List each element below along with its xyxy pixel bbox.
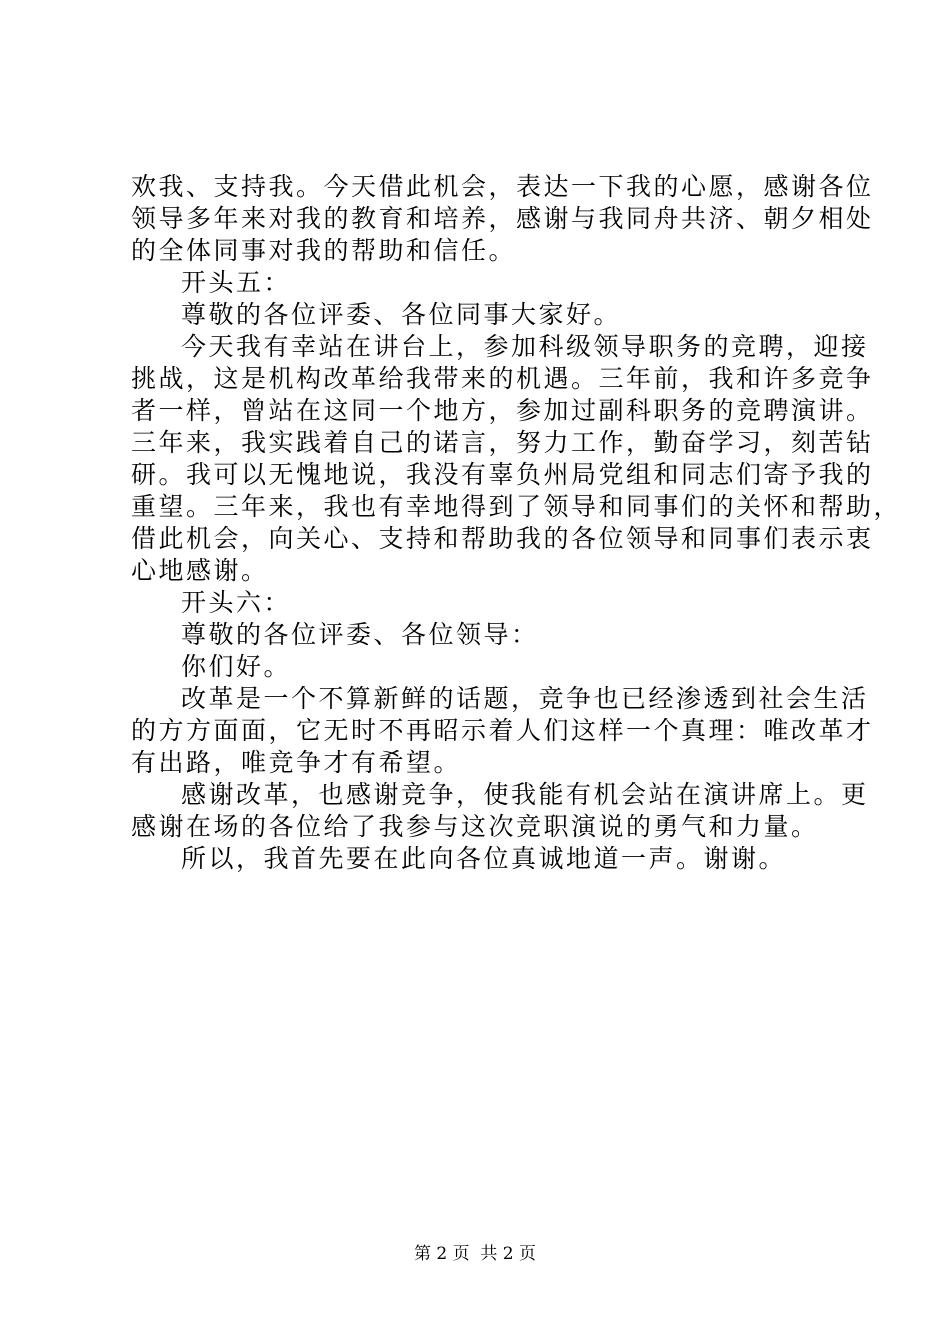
- text-line-20: 感谢改革，也感谢竞争，使我能有机会站在演讲席上。更: [181, 780, 869, 809]
- section-heading-opening-6: 开头六：: [181, 588, 292, 617]
- section-heading-opening-5: 开头五：: [181, 268, 292, 297]
- text-line-13: 心地感谢。: [131, 556, 269, 585]
- text-line-15: 尊敬的各位评委、各位领导：: [181, 620, 539, 649]
- text-line-12: 借此机会，向关心、支持和帮助我的各位领导和同事们表示衷: [131, 524, 874, 553]
- text-line-18: 的方方面面，它无时不再昭示着人们这样一个真理：唯改革才: [131, 716, 874, 745]
- text-line-21: 感谢在场的各位给了我参与这次竞职演说的勇气和力量。: [131, 812, 819, 841]
- body-text: [131, 171, 902, 875]
- text-line-2: 领导多年来对我的教育和培养，感谢与我同舟共济、朝夕相处: [131, 204, 874, 233]
- text-line-10: 研。我可以无愧地说，我没有辜负州局党组和同志们寄予我的: [131, 460, 874, 489]
- text-line-19: 有出路，唯竞争才有希望。: [131, 748, 462, 777]
- text-line-11: 重望。三年来，我也有幸地得到了领导和同事们的关怀和帮助，: [131, 492, 902, 521]
- text-line-17: 改革是一个不算新鲜的话题，竞争也已经渗透到社会生活: [181, 684, 869, 713]
- text-line-16: 你们好。: [181, 652, 292, 681]
- page-number-footer: 第 2 页 共 2 页: [413, 1244, 537, 1264]
- text-line-7: 挑战，这是机构改革给我带来的机遇。三年前，我和许多竞争: [131, 364, 874, 393]
- text-line-1: 欢我、支持我。今天借此机会，表达一下我的心愿，感谢各位: [131, 172, 874, 201]
- text-line-8: 者一样，曾站在这同一个地方，参加过副科职务的竞聘演讲。: [131, 396, 874, 425]
- text-line-22: 所以，我首先要在此向各位真诚地道一声。谢谢。: [181, 844, 787, 873]
- text-line-9: 三年来，我实践着自己的诺言，努力工作，勤奋学习，刻苦钻: [131, 428, 874, 457]
- text-line-5: 尊敬的各位评委、各位同事大家好。: [181, 300, 622, 329]
- text-line-6: 今天我有幸站在讲台上，参加科级领导职务的竞聘，迎接: [181, 332, 869, 361]
- text-line-3: 的全体同事对我的帮助和信任。: [131, 236, 517, 265]
